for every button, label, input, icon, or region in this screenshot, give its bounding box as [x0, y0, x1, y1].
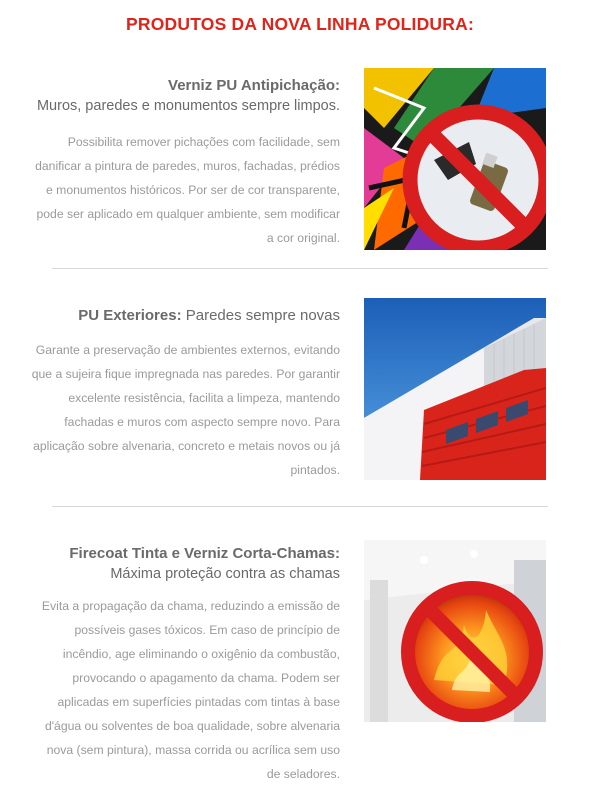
- graffiti-prohibition-image: [364, 68, 546, 250]
- divider: [52, 506, 548, 507]
- product-tagline: Máxima proteção contra as chamas: [110, 566, 340, 582]
- product-name: Verniz PU Antipichação:: [168, 77, 340, 94]
- product-text: [30, 306, 340, 482]
- product-name: PU Exteriores:: [78, 307, 182, 324]
- product-text: [30, 544, 340, 786]
- fire-prohibition-image: [364, 540, 546, 722]
- product-description: Possibilita remover pichações com facilidade, sem danificar a pintura de paredes, muros, fachadas, prédios e monumentos históricos. Por ser de cor transparente, pode ser aplicado em qualquer ambiente, sem modificar a cor original.: [35, 135, 340, 245]
- product-description: Evita a propagação da chama, reduzindo a emissão de possíveis gases tóxicos. Em caso de princípio de incêndio, age eliminando o oxigênio da combustão, provocando o apagamento da chama. Podem ser aplicadas em superfícies pintadas com tintas à base d'água ou solventes de boa qualidade, sobre alvenaria nova (sem pintura), massa corrida ou acrílica sem uso de seladores.: [41, 599, 340, 781]
- page-title: PRODUTOS DA NOVA LINHA POLIDURA:: [126, 14, 474, 34]
- product-description: Garante a preservação de ambientes externos, evitando que a sujeira fique impregnada nas paredes. Por garantir excelente resistência, facilita a limpeza, mantendo fachadas e muros com aspecto sempre novo. Para aplicação sobre alvenaria, concreto e metais novos ou já pintados.: [31, 343, 340, 477]
- divider: [52, 268, 548, 269]
- product-tagline: Muros, paredes e monumentos sempre limpos.: [36, 98, 340, 114]
- building-facade-image: [364, 298, 546, 480]
- product-text: [30, 76, 340, 250]
- product-tagline: Paredes sempre novas: [185, 307, 340, 324]
- product-name: Firecoat Tinta e Verniz Corta-Chamas:: [69, 545, 340, 562]
